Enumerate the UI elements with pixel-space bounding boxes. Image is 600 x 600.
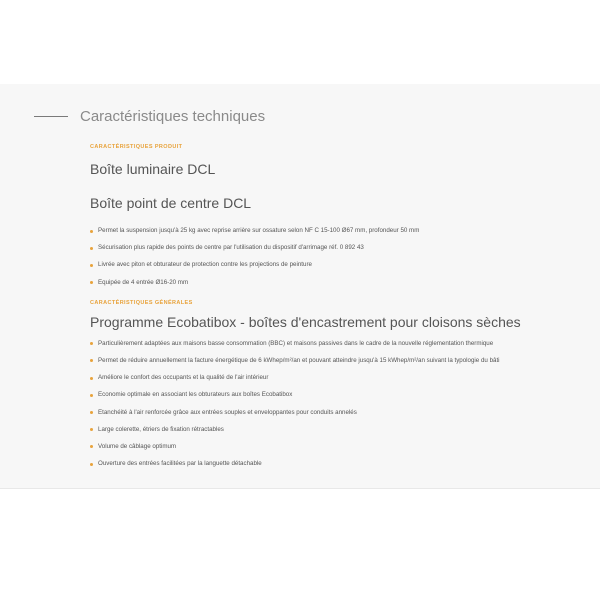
list-item (90, 279, 590, 296)
bullet-dot-icon (90, 230, 93, 233)
product-title-1: Boîte luminaire DCL (90, 161, 216, 177)
list-item (90, 426, 590, 443)
specs-content (90, 143, 590, 477)
list-item-text: Permet la suspension jusqu'à 25 kg avec reprise arrière sur ossature selon NF C 15-100 Ø67 mm, profondeur 50 mm (98, 227, 420, 234)
list-item-text: Ouverture des entrées facilitées par la languette détachable (98, 460, 262, 468)
list-item-text: Volume de câblage optimum (98, 442, 177, 450)
list-item (90, 374, 590, 391)
product-title-2: Boîte point de centre DCL (90, 195, 252, 211)
product-kicker: CARACTÉRISTIQUES PRODUIT (90, 144, 183, 150)
product-bullet-list (90, 227, 590, 296)
list-item (90, 391, 590, 408)
list-item (90, 340, 590, 357)
list-item (90, 227, 590, 244)
list-item (90, 443, 590, 460)
general-bullet-list (90, 340, 590, 478)
section-heading (34, 108, 265, 125)
bullet-dot-icon (90, 264, 93, 267)
section-title: Caractéristiques techniques (80, 108, 266, 125)
list-item-text: Particulièrement adaptées aux maisons basse consommation (BBC) et maisons passives dans le cadre de la nouvelle réglementation thermique (98, 339, 494, 347)
list-item-text: Sécurisation plus rapide des points de centre par l'utilisation du dispositif d'arrimage réf. 0 892 43 (98, 244, 364, 252)
list-item (90, 460, 590, 477)
bullet-dot-icon (90, 463, 93, 466)
list-item-text: Large colerette, étriers de fixation rétractables (98, 425, 224, 433)
bullet-dot-icon (90, 428, 93, 431)
bullet-dot-icon (90, 281, 93, 284)
list-item (90, 244, 590, 261)
bullet-dot-icon (90, 445, 93, 448)
list-item-text: Livrée avec piton et obturateur de protection contre les projections de peinture (98, 261, 312, 269)
general-kicker: CARACTÉRISTIQUES GÉNÉRALES (90, 299, 193, 306)
list-item (90, 409, 590, 426)
list-item-text: Etanchéité à l'air renforcée grâce aux entrées souples et enveloppantes pour conduits annelés (98, 408, 357, 416)
list-item (90, 357, 590, 374)
bullet-dot-icon (90, 377, 93, 380)
bullet-dot-icon (90, 394, 93, 397)
list-item-text: Améliore le confort des occupants et la qualité de l'air intérieur (98, 374, 269, 382)
heading-rule (34, 116, 68, 117)
list-item-text: Economie optimale en associant les obturateurs aux boîtes Ecobatibox (98, 391, 293, 399)
general-title: Programme Ecobatibox - boîtes d'encastrement pour cloisons sèches (90, 313, 521, 330)
bullet-dot-icon (90, 411, 93, 414)
list-item-text: Permet de réduire annuellement la facture énergétique de 6 kWhep/m²/an et pouvant atteindre jusqu'à 15 kWhep/m²/an suivant la typologie du bâti (98, 356, 500, 364)
bullet-dot-icon (90, 342, 93, 345)
bullet-dot-icon (90, 247, 93, 250)
list-item (90, 261, 590, 278)
bullet-dot-icon (90, 359, 93, 362)
list-item-text: Equipée de 4 entrée Ø16-20 mm (98, 278, 189, 286)
